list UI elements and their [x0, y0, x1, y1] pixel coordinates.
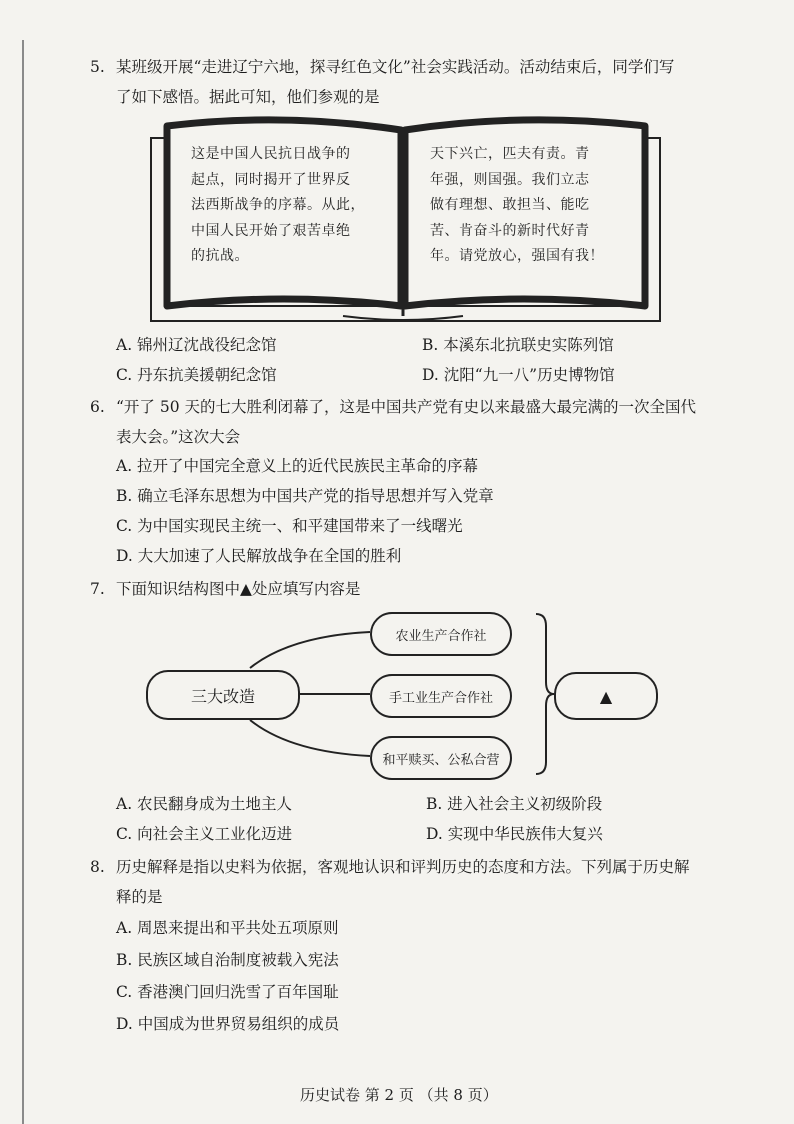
question-stem-line: 历史解释是指以史料为依据，客观地认识和评判历史的态度和方法。下列属于历史解: [116, 858, 690, 876]
option-b: B. 本溪东北抗联史实陈列馆: [422, 336, 614, 354]
question-stem-line: “开了 50 天的七大胜利闭幕了，这是中国共产党有史以来最盛大最完满的一次全国代: [116, 398, 697, 416]
book-text-line: 年。请党放心，强国有我！: [430, 248, 604, 264]
book-text-line: 做有理想、敢担当、能吃: [430, 197, 590, 213]
knowledge-structure-diagram: [140, 606, 660, 786]
option-b: B. 进入社会主义初级阶段: [426, 795, 603, 813]
question-stem-line: 下面知识结构图中▲处应填写内容是: [116, 580, 361, 598]
diagram-branch-node: 农业生产合作社: [370, 612, 512, 656]
question-7: [90, 574, 770, 604]
option-a: A. 锦州辽沈战役纪念馆: [116, 336, 277, 354]
question-8: [90, 852, 770, 912]
question-number: 8.: [90, 858, 105, 876]
question-stem-line: 了如下感悟。据此可知，他们参观的是: [116, 88, 380, 106]
question-stem-line: 某班级开展“走进辽宁六地，探寻红色文化”社会实践活动。活动结束后，同学们写: [116, 58, 675, 76]
option-c: C. 丹东抗美援朝纪念馆: [116, 366, 277, 384]
diagram-branch-node: 手工业生产合作社: [370, 674, 512, 718]
book-text-line: 法西斯战争的序幕。从此，: [191, 197, 365, 213]
page-footer: 历史试卷 第 2 页 （共 8 页）: [300, 1086, 498, 1104]
book-text-line: 这是中国人民抗日战争的: [191, 146, 351, 162]
book-text-line: 年强，则国强。我们立志: [430, 171, 590, 188]
option-d: D. 沈阳“九一八”历史博物馆: [422, 366, 615, 384]
question-number: 7.: [90, 580, 105, 598]
book-text-line: 起点，同时揭开了世界反: [191, 171, 351, 188]
option-d: D. 实现中华民族伟大复兴: [426, 825, 603, 843]
diagram-center-node: 三大改造: [146, 670, 300, 720]
question-stem-line: 表大会。”这次大会: [116, 428, 241, 446]
question-stem-line: 释的是: [116, 888, 163, 906]
option-d: D. 大大加速了人民解放战争在全国的胜利: [116, 547, 402, 565]
book-text-line: 苦、肯奋斗的新时代好青: [430, 222, 590, 239]
option-b: B. 确立毛泽东思想为中国共产党的指导思想并写入党章: [116, 487, 494, 505]
book-left-page: [191, 142, 365, 270]
book-text-line: 天下兴亡，匹夫有责。青: [430, 146, 590, 162]
option-c: C. 为中国实现民主统一、和平建国带来了一线曙光: [116, 517, 463, 535]
option-a: A. 周恩来提出和平共处五项原则: [116, 919, 339, 937]
option-c: C. 向社会主义工业化迈进: [116, 825, 293, 843]
book-right-page: [430, 142, 604, 270]
book-text-line: 的抗战。: [191, 248, 249, 264]
open-book-figure: [143, 116, 668, 328]
question-number: 6.: [90, 398, 105, 416]
option-a: A. 农民翻身成为土地主人: [116, 795, 293, 813]
option-c: C. 香港澳门回归洗雪了百年国耻: [116, 983, 339, 1001]
option-b: B. 民族区域自治制度被载入宪法: [116, 951, 339, 969]
option-a: A. 拉开了中国完全意义上的近代民族民主革命的序幕: [116, 457, 479, 475]
question-number: 5.: [90, 58, 105, 76]
page-edge: [22, 40, 24, 1124]
book-text-line: 中国人民开始了艰苦卓绝: [191, 222, 351, 239]
diagram-branch-node: 和平赎买、公私合营: [370, 736, 512, 780]
option-d: D. 中国成为世界贸易组织的成员: [116, 1015, 340, 1033]
question-6: [90, 392, 770, 452]
diagram-result-node: ▲: [554, 672, 658, 720]
question-5: [90, 52, 770, 112]
